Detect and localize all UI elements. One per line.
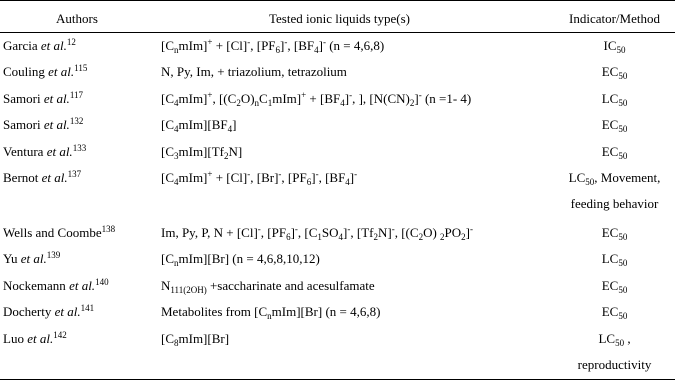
author-cell: Samori et al.$^{132}$ <box>3 116 84 132</box>
indicator-cell: $EC_{50}$ <box>601 64 628 81</box>
ionic-liquid-cell: $[C_4mIm]^+ + [Cl]^-$, [Br]-, $[PF_6]^-$, $[BF_4]^-$ <box>161 169 358 187</box>
indicator-cell: $LC_{50}$ <box>601 91 628 108</box>
ionic-liquid-cell: N, Py, Im, + triazolium, tetrazolium <box>161 64 347 79</box>
indicator-cell: $EC_{50}$ <box>601 278 628 295</box>
author-cell: Garcia et al.$^{12}$ <box>3 37 76 53</box>
ionic-liquid-cell: $[C_nmIm]^+ + [Cl]^-$, $[PF_6]^-$, $[BF_4]^-$ (n = 4,6,8) <box>161 37 385 55</box>
author-cell: Bernot et al.$^{137}$ <box>3 169 82 185</box>
indicator-cell: $LC_{50}$, Movement, <box>568 170 661 187</box>
indicator-cell: $EC_{50}$ <box>601 225 628 242</box>
indicator-cell: $EC_{50}$ <box>601 144 628 161</box>
author-cell: Wells and Coombe$^{138}$ <box>3 224 116 240</box>
indicator-cell-continuation: feeding behavior <box>570 196 659 211</box>
table-top-rule <box>0 0 675 1</box>
ionic-liquid-cell: $[C_4mIm][BF_4]$ <box>161 117 237 134</box>
indicator-cell: $EC_{50}$ <box>601 304 628 321</box>
ionic-liquid-cell: $[C_nmIm][Br] (n = 4,6,8,10,12)$ <box>161 251 320 268</box>
indicator-cell: $LC_{50}$ , <box>598 331 631 348</box>
indicator-cell-continuation: reproductivity <box>577 357 652 372</box>
author-cell: Luo et al.$^{142}$ <box>3 330 67 346</box>
ionic-liquid-cell: Metabolites from $[C_nmIm][Br] (n = 4,6,8)$ <box>161 304 381 321</box>
header-ionic-liquids: Tested ionic liquids type(s) <box>269 11 410 26</box>
header-indicator: Indicator/Method <box>569 11 660 26</box>
indicator-cell: $IC_{50}$ <box>603 38 626 55</box>
ionic-liquid-cell: $[C_3mIm][Tf_2N]$ <box>161 144 243 161</box>
author-cell: Yu et al.$^{139}$ <box>3 250 61 266</box>
header-rule <box>0 32 675 33</box>
author-cell: Nockemann et al.$^{140}$ <box>3 277 109 293</box>
ionic-liquid-cell: $[C_8mIm][Br]$ <box>161 331 230 348</box>
author-cell: Docherty et al.$^{141}$ <box>3 303 95 319</box>
author-cell: Samori et al.$^{117}$ <box>3 90 83 106</box>
header-authors: Authors <box>56 11 98 26</box>
author-cell: Ventura et al.$^{133}$ <box>3 143 87 159</box>
ionic-liquid-cell: $N_{111(2OH)}$ +saccharinate and acesulfamate <box>161 278 375 295</box>
author-cell: Couling et al.$^{115}$ <box>3 63 88 79</box>
indicator-cell: $LC_{50}$ <box>601 251 628 268</box>
table-bottom-rule <box>0 379 675 380</box>
ionic-liquid-cell: $[C_4mIm]^+$, $[(C_2O)_nC_1mIm]^+ + [BF_4]^-$, ], $[N(CN)_2]^-$ (n =1- 4) <box>161 90 472 108</box>
ionic-liquid-cell: Im, Py, P, N + [Cl]-, $[PF_6]^-$, $[C_1SO_4]^-$, $[Tf_2N]^-$, [$(C_2O)$ $_2PO_2]^-$ <box>161 224 473 242</box>
indicator-cell: $EC_{50}$ <box>601 117 628 134</box>
